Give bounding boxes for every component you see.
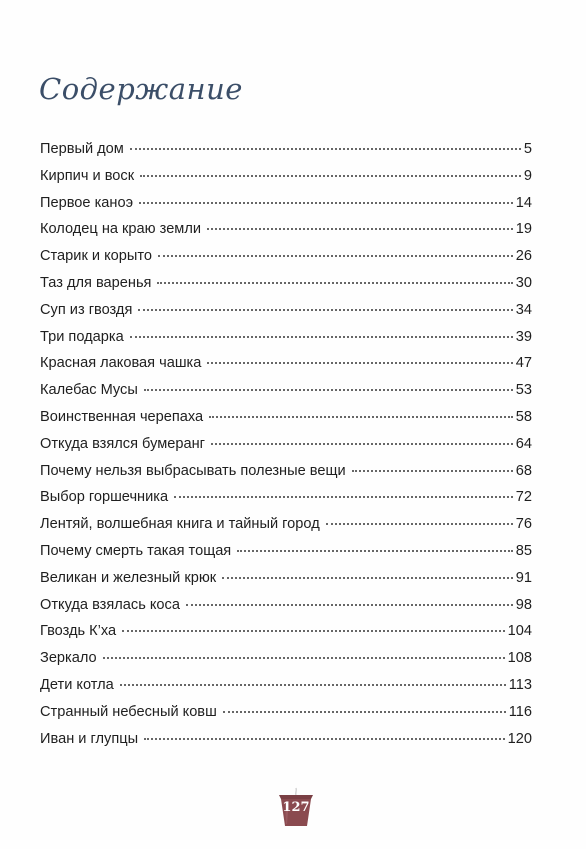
toc-entry-page: 19	[515, 221, 532, 238]
toc-entry	[40, 136, 532, 163]
toc-entry-title: Странный небесный ковш	[40, 703, 217, 720]
toc-entry-page: 47	[515, 355, 532, 372]
toc-entry-page: 39	[515, 328, 532, 345]
toc-entry	[40, 297, 532, 324]
toc-entry	[40, 404, 532, 431]
toc-entry-title: Красная лаковая чашка	[40, 355, 202, 372]
page-number: 127	[282, 800, 310, 815]
page-title: Содержание	[39, 72, 243, 106]
toc-entry	[40, 726, 532, 753]
toc-entry	[40, 324, 532, 351]
toc-entry-page: 53	[515, 382, 532, 399]
toc-entry-page: 104	[507, 623, 532, 640]
dot-leader	[352, 469, 513, 472]
dot-leader	[144, 388, 513, 391]
toc-entry-page: 108	[507, 650, 532, 667]
toc-entry-page: 26	[515, 248, 532, 265]
toc-entry-title: Иван и глупцы	[40, 730, 139, 747]
toc-entry-page: 113	[508, 676, 532, 693]
dot-leader	[144, 737, 505, 740]
dot-leader	[139, 201, 513, 204]
toc-entry-title: Гвоздь К’ха	[40, 623, 117, 640]
dot-leader	[186, 603, 513, 606]
dot-leader	[222, 576, 513, 579]
dot-leader	[211, 442, 513, 445]
toc-entry-title: Кирпич и воск	[40, 167, 135, 184]
dot-leader	[130, 147, 521, 150]
toc-entry	[40, 565, 532, 592]
dot-leader	[158, 254, 513, 257]
toc-entry-page: 98	[515, 596, 532, 613]
dot-leader	[223, 710, 506, 713]
toc-entry	[40, 672, 532, 699]
toc-entry-page: 14	[515, 194, 532, 211]
toc-entry-title: Три подарка	[40, 328, 124, 345]
dot-leader	[207, 227, 513, 230]
toc-entry	[40, 511, 532, 538]
dot-leader	[174, 495, 513, 498]
toc-entry	[40, 243, 532, 270]
toc-entry	[40, 538, 532, 565]
toc-entry	[40, 163, 532, 190]
dot-leader	[326, 522, 513, 525]
toc-entry	[40, 458, 532, 485]
toc-entry-title: Колодец на краю земли	[40, 221, 202, 238]
toc-entry-page: 5	[523, 141, 532, 157]
toc-entry-page: 9	[523, 167, 532, 184]
toc-entry	[40, 592, 532, 619]
toc-entry-title: Калебас Мусы	[40, 382, 138, 399]
toc-entry	[40, 350, 532, 377]
toc-entry-title: Суп из гвоздя	[40, 301, 133, 318]
toc-entry-page: 91	[515, 569, 532, 586]
toc-entry	[40, 270, 532, 297]
dot-leader	[120, 683, 506, 686]
toc-entry-page: 30	[515, 274, 532, 291]
table-of-contents	[40, 136, 532, 752]
toc-entry-title: Великан и железный крюк	[40, 569, 217, 586]
toc-entry-page: 120	[507, 730, 532, 747]
toc-entry-page: 64	[515, 435, 532, 452]
dot-leader	[207, 361, 512, 364]
toc-entry-page: 72	[515, 489, 532, 506]
toc-entry	[40, 645, 532, 672]
toc-entry-title: Дети котла	[40, 676, 114, 693]
page-number-badge	[276, 786, 316, 828]
toc-entry-title: Лентяй, волшебная книга и тайный город	[40, 516, 320, 533]
toc-entry-title: Первый дом	[40, 141, 124, 157]
toc-entry	[40, 618, 532, 645]
toc-entry-title: Таз для варенья	[40, 274, 152, 291]
toc-entry-title: Первое каноэ	[40, 194, 134, 211]
toc-entry-page: 85	[515, 542, 532, 559]
dot-leader	[138, 308, 512, 311]
toc-entry	[40, 484, 532, 511]
dot-leader	[103, 656, 505, 659]
dot-leader	[122, 629, 504, 632]
toc-entry-page: 34	[515, 301, 532, 318]
toc-entry-page: 116	[508, 703, 532, 720]
toc-entry-title: Воинственная черепаха	[40, 408, 204, 425]
toc-entry-title: Почему нельзя выбрасывать полезные вещи	[40, 462, 346, 479]
toc-entry-title: Выбор горшечника	[40, 489, 169, 506]
toc-entry-title: Почему смерть такая тощая	[40, 542, 232, 559]
dot-leader	[209, 415, 513, 418]
toc-entry	[40, 216, 532, 243]
dot-leader	[157, 281, 512, 284]
toc-entry	[40, 699, 532, 726]
toc-entry	[40, 431, 532, 458]
toc-entry-page: 68	[515, 462, 532, 479]
toc-entry-title: Откуда взялась коса	[40, 596, 180, 613]
toc-entry-title: Зеркало	[40, 650, 97, 667]
toc-entry	[40, 377, 532, 404]
toc-entry-page: 76	[515, 516, 532, 533]
toc-entry	[40, 190, 532, 217]
toc-entry-title: Откуда взялся бумеранг	[40, 435, 205, 452]
dot-leader	[140, 174, 521, 177]
dot-leader	[130, 335, 513, 338]
toc-entry-page: 58	[515, 408, 532, 425]
toc-entry-title: Старик и корыто	[40, 248, 152, 265]
dot-leader	[237, 549, 513, 552]
